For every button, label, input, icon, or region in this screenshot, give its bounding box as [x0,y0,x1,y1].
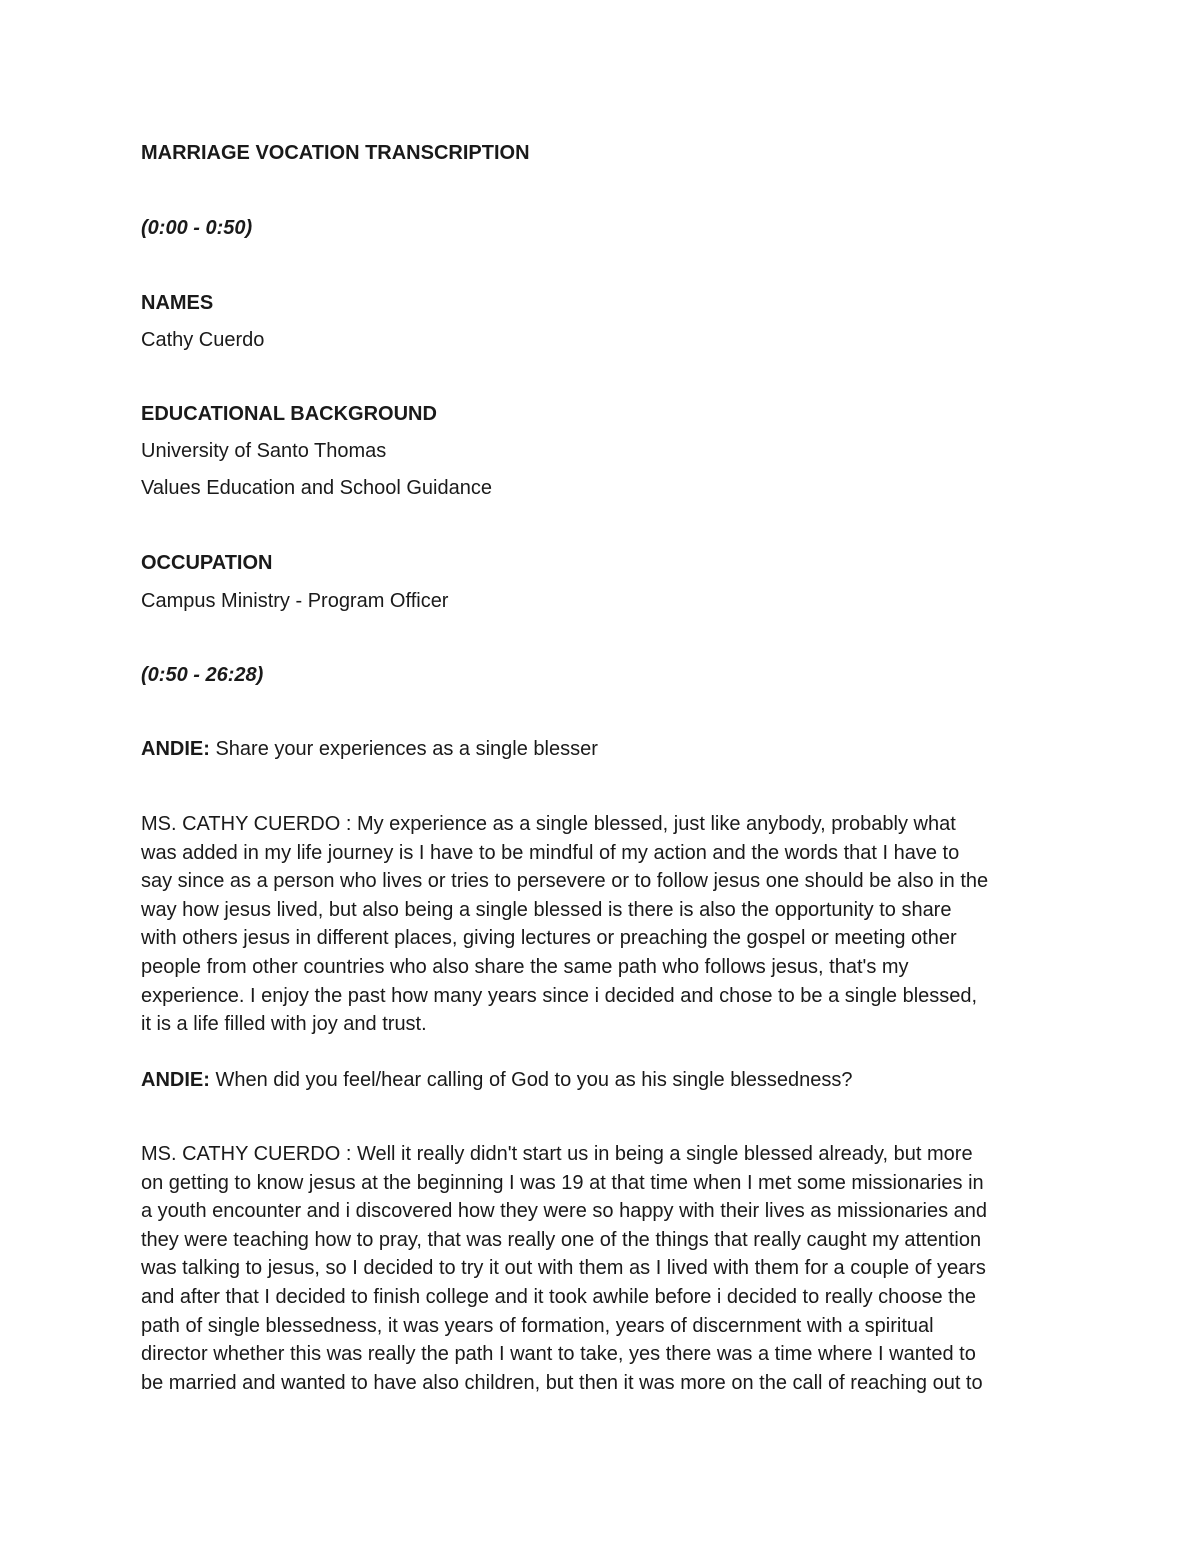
occupation-heading: OCCUPATION [141,552,273,574]
answer-2-line: a youth encounter and i discovered how they were so happy with their lives as missionaries and [141,1200,988,1223]
question-2-speaker: ANDIE: [141,1069,210,1091]
answer-2 [141,1140,1071,1397]
answer-2-line: be married and wanted to have also children, but then it was more on the call of reaching out to [141,1371,983,1394]
answer-1-line: experience. I enjoy the past how many years since i decided and chose to be a single blessed, [141,984,978,1007]
question-1-speaker: ANDIE: [141,738,210,760]
answer-2-line: they were teaching how to pray, that was really one of the things that really caught my attention [141,1228,982,1251]
answer-2-line: on getting to know jesus at the beginning I was 19 at that time when I met some missionaries in [141,1171,984,1194]
answer-1-line: it is a life filled with joy and trust. [141,1013,427,1036]
education-heading: EDUCATIONAL BACKGROUND [141,403,437,425]
answer-1-line: was added in my life journey is I have to be mindful of my action and the words that I have to [141,841,960,864]
answer-2-line: MS. CATHY CUERDO : Well it really didn't start us in being a single blessed already, but more [141,1143,973,1165]
answer-1-line: with others jesus in different places, giving lectures or preaching the gospel or meeting other [141,927,957,950]
education-line-1: University of Santo Thomas [141,440,387,462]
document-title: MARRIAGE VOCATION TRANSCRIPTION [141,142,530,164]
time-range-2: (0:50 - 26:28) [141,664,264,686]
question-1 [141,735,1071,764]
education-line-2: Values Education and School Guidance [141,477,492,499]
answer-1-line: way how jesus lived, but also being a single blessed is there is also the opportunity to share [141,898,952,921]
answer-1-line: say since as a person who lives or tries to persevere or to follow jesus one should be also in the [141,870,989,893]
answer-1-line: MS. CATHY CUERDO : My experience as a single blessed, just like anybody, probably what [141,813,956,835]
answer-2-line: and after that I decided to finish college and it took awhile before i decided to really choose the [141,1285,976,1308]
question-1-text: Share your experiences as a single blesser [209,738,598,760]
answer-1-line: people from other countries who also share the same path who follows jesus, that's my [141,955,909,978]
answer-1 [141,810,1071,1039]
answer-2-line: director whether this was really the path I want to take, yes there was a time where I wanted to [141,1343,976,1366]
names-value: Cathy Cuerdo [141,329,265,351]
answer-2-line: was talking to jesus, so I decided to try it out with them as I lived with them for a couple of years [141,1257,986,1280]
time-range-1: (0:00 - 0:50) [141,217,253,239]
occupation-value: Campus Ministry - Program Officer [141,590,449,612]
answer-2-line: path of single blessedness, it was years of formation, years of discernment with a spiritual [141,1314,934,1337]
question-2-text: When did you feel/hear calling of God to you as his single blessedness? [209,1069,853,1091]
names-heading: NAMES [141,292,214,314]
question-2 [141,1066,1071,1095]
